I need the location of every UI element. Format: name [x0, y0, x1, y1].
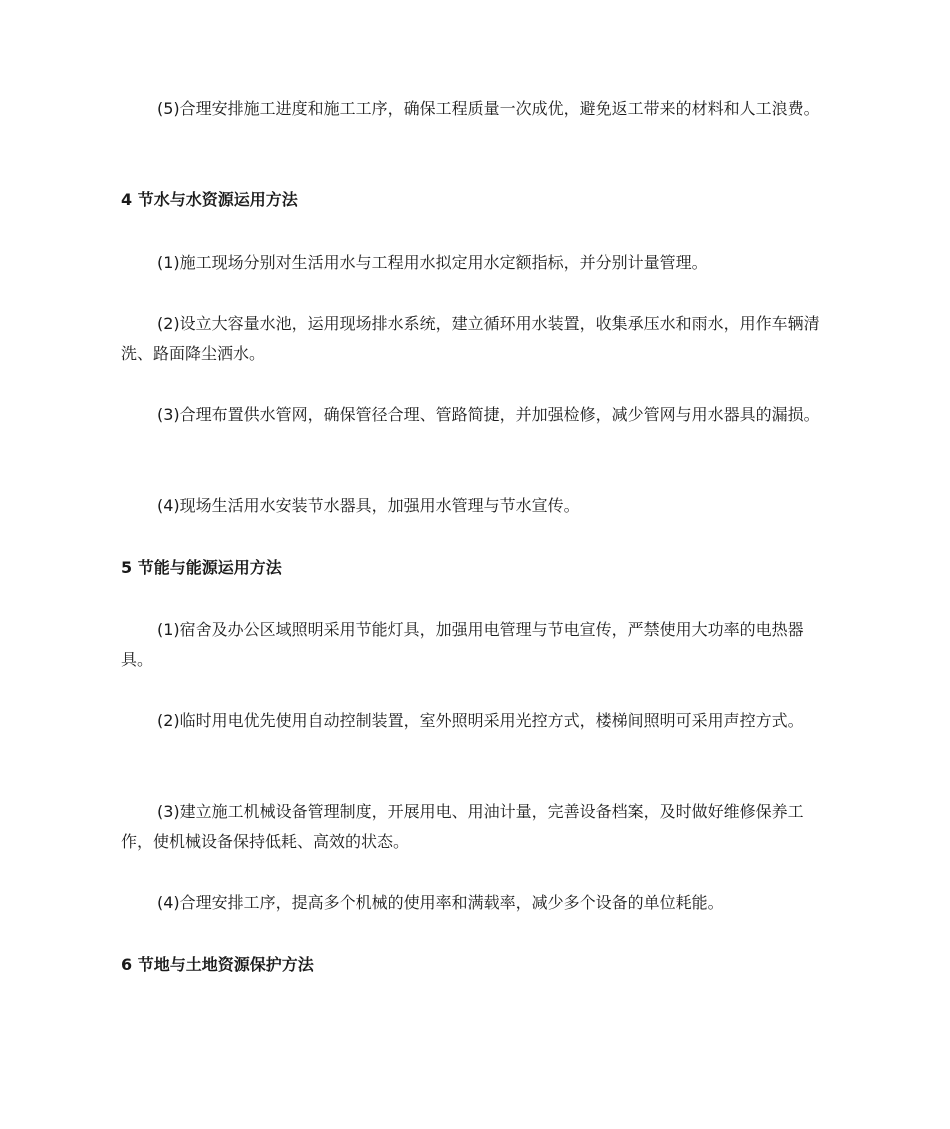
paragraph-energy-lighting: (1)宿舍及办公区域照明采用节能灯具，加强用电管理与节电宣传，严禁使用大功率的电热器具。 — [121, 620, 804, 669]
paragraph-water-pipe-network: (3)合理布置供水管网，确保管径合理、管路简捷，并加强检修，减少管网与用水器具的漏损。 — [157, 405, 820, 424]
paragraph-energy-auto-control: (2)临时用电优先使用自动控制装置，室外照明采用光控方式，楼梯间照明可采用声控方式。 — [157, 711, 804, 730]
section-heading-water-saving: 4 节水与水资源运用方法 — [121, 190, 298, 209]
paragraph-water-quota: (1)施工现场分别对生活用水与工程用水拟定用水定额指标，并分别计量管理。 — [157, 253, 708, 272]
paragraph-water-saving-devices: (4)现场生活用水安装节水器具，加强用水管理与节水宣传。 — [157, 496, 580, 515]
paragraph-energy-process: (4)合理安排工序，提高多个机械的使用率和满载率，减少多个设备的单位耗能。 — [157, 893, 724, 912]
section-heading-land-saving: 6 节地与土地资源保护方法 — [121, 955, 314, 974]
paragraph-energy-machinery: (3)建立施工机械设备管理制度，开展用电、用油计量，完善设备档案，及时做好维修保养工作，使机械设备保持低耗、高效的状态。 — [121, 802, 804, 851]
section-heading-energy-saving: 5 节能与能源运用方法 — [121, 558, 282, 577]
paragraph-construction-schedule: (5)合理安排施工进度和施工工序，确保工程质量一次成优，避免返工带来的材料和人工浪费。 — [157, 99, 820, 118]
paragraph-water-pool: (2)设立大容量水池，运用现场排水系统，建立循环用水装置，收集承压水和雨水，用作车辆清洗、路面降尘洒水。 — [121, 314, 820, 363]
